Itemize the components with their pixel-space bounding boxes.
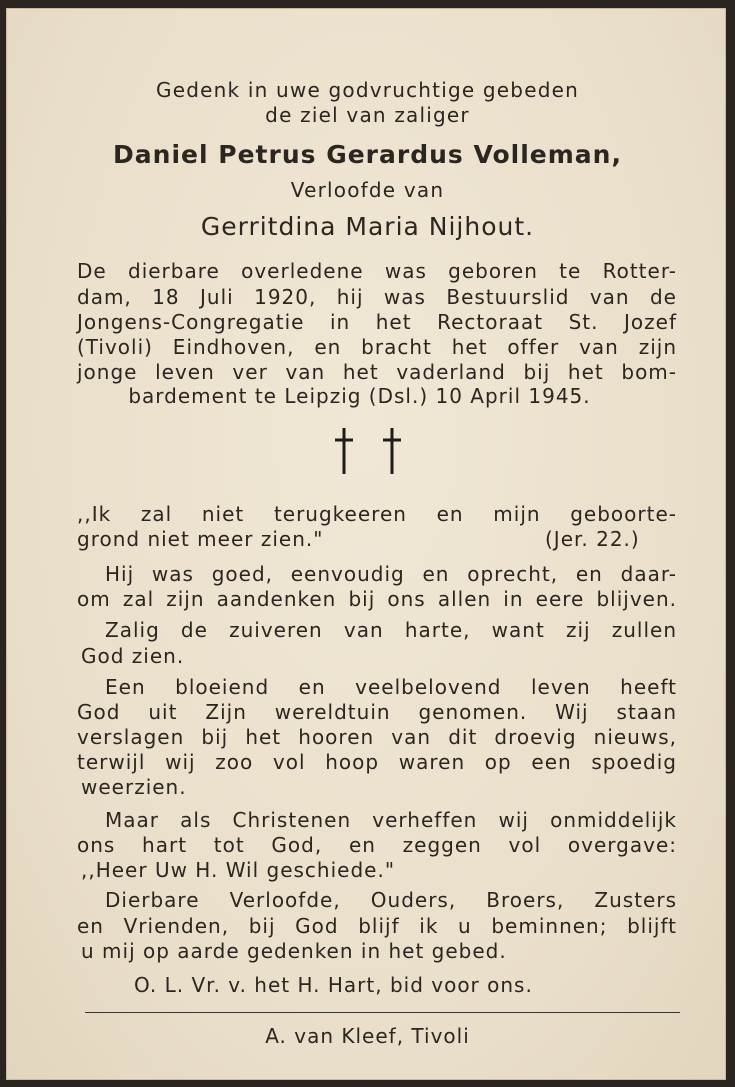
paragraph-line: Dierbare Verloofde, Ouders, Broers, Zusters xyxy=(105,888,677,912)
cross-icon xyxy=(332,428,356,474)
relation-label: Verloofde van xyxy=(290,178,445,202)
paragraph-line: verslagen bij het hooren van dit droevig nieuws, xyxy=(77,725,677,749)
crosses xyxy=(0,428,735,478)
paragraph-line: om zal zijn aandenken bij ons allen in eere blijven. xyxy=(77,587,677,611)
printer-credit: A. van Kleef, Tivoli xyxy=(265,1024,470,1048)
quote-reference: (Jer. 22.) xyxy=(545,527,640,551)
paragraph-line: terwijl wij zoo vol hoop waren op een spoedig xyxy=(77,750,677,774)
paragraph-line: Maar als Christenen verheffen wij onmiddelijk xyxy=(105,808,677,832)
invocation-line-2: de ziel van zaliger xyxy=(265,103,470,127)
deceased-name: Daniel Petrus Gerardus Volleman, xyxy=(113,140,622,169)
biography-line: De dierbare overledene was geboren te Rotter- xyxy=(77,259,677,283)
cross-icon xyxy=(380,428,404,474)
biography-line: dam, 18 Juli 1920, hij was Bestuurslid van de xyxy=(77,285,677,309)
quote-line: ,,Ik zal niet terugkeeren en mijn geboorte- xyxy=(77,502,677,526)
paragraph-line: Een bloeiend en veelbelovend leven heeft xyxy=(105,675,677,699)
prayer-line: O. L. Vr. v. het H. Hart, bid voor ons. xyxy=(134,973,533,997)
fiancee-name: Gerritdina Maria Nijhout. xyxy=(200,212,535,241)
divider xyxy=(85,1012,680,1013)
paragraph-line: Hij was goed, eenvoudig en oprecht, en daar- xyxy=(105,562,677,586)
biography-line: Jongens-Congregatie in het Rectoraat St. Jozef xyxy=(77,310,677,334)
paragraph-line: en Vrienden, bij God blijf ik u beminnen; blijft xyxy=(77,914,677,938)
biography-line: (Tivoli) Eindhoven, en bracht het offer van zijn xyxy=(77,335,677,359)
paragraph-line: u mij op aarde gedenken in het gebed. xyxy=(81,939,507,963)
paragraph-line: God zien. xyxy=(81,644,185,668)
biography-line: bardement te Leipzig (Dsl.) 10 April 1945. xyxy=(128,384,591,408)
paragraph-line: Zalig de zuiveren van harte, want zij zullen xyxy=(105,618,677,642)
paragraph-line: weerzien. xyxy=(81,775,187,799)
paragraph-line: ons hart tot God, en zeggen vol overgave: xyxy=(77,833,677,857)
invocation-line-1: Gedenk in uwe godvruchtige gebeden xyxy=(156,78,579,102)
quote-line: grond niet meer zien." xyxy=(77,527,324,551)
paragraph-line: ,,Heer Uw H. Wil geschiede." xyxy=(81,858,396,882)
biography-line: jonge leven ver van het vaderland bij het bom- xyxy=(77,360,677,384)
paragraph-line: God uit Zijn wereldtuin genomen. Wij staan xyxy=(77,700,677,724)
